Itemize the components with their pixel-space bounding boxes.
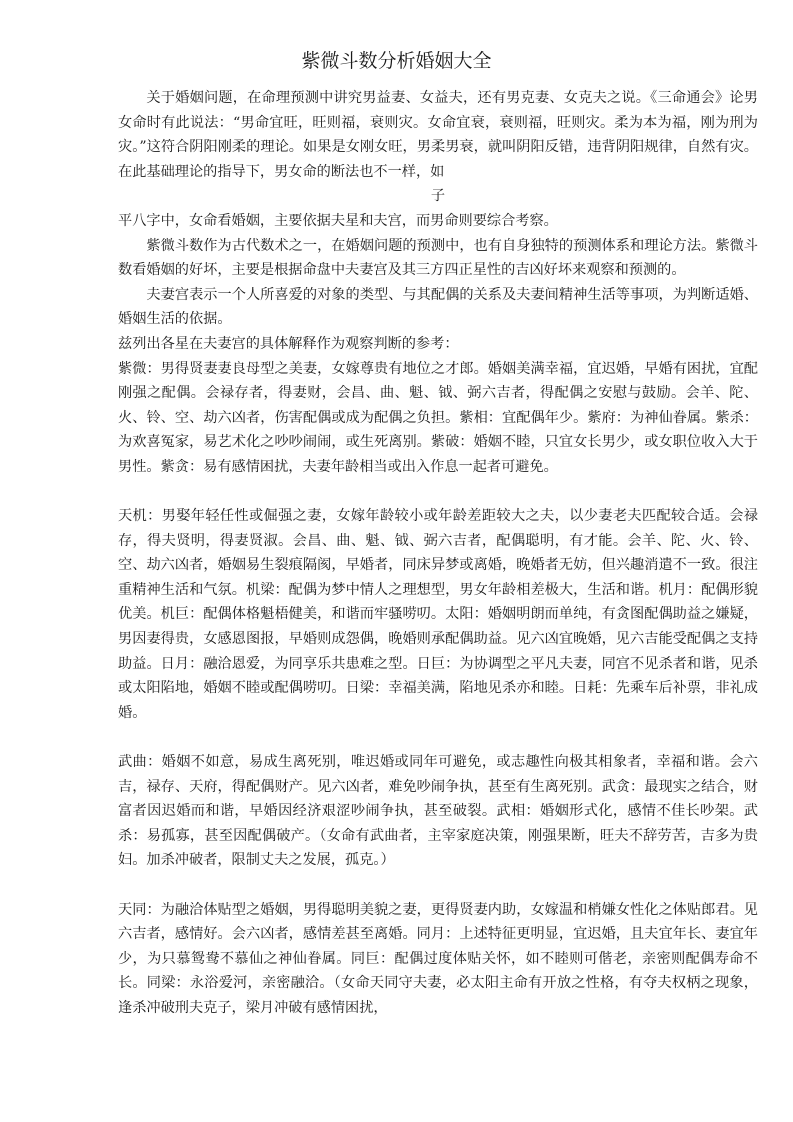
document-body <box>118 86 758 1021</box>
paragraph-wuqu: 武曲：婚姻不如意，易成生离死别，唯迟婚或同年可避免，或志趣性向极其相象者，幸福和谐。会六吉，禄存、天府，得配偶财产。见六凶者，难免吵闹争执，甚至有生离死别。武贪：最现实之结合，财富者因迟婚而和谐，早婚因经济艰涩吵闹争执，甚至破裂。武相：婚姻形式化，感情不佳长吵架。武杀：易孤寡，甚至因配偶破产。（女命有武曲者，主宰家庭决策，刚强果断，旺夫不辞劳苦，吉多为贵妇。加杀冲破者，限制丈夫之发展，孤克。） <box>118 754 758 869</box>
paragraph-intro-continued: 平八字中，女命看婚姻，主要依据夫星和夫宫，而男命则要综合考察。 <box>118 212 558 229</box>
paragraph-ziwei-method: 紫微斗数作为古代数术之一，在婚姻问题的预测中，也有自身独特的预测体系和理论方法。紫微斗数看婚姻的好坏，主要是根据命盘中夫妻宫及其三方四正星性的吉凶好坏来观察和预测的。 <box>118 237 758 279</box>
paragraph-intro: 关于婚姻问题，在命理预测中讲究男益妻、女益夫，还有男克妻、女克夫之说。《三命通会》论男女命时有此说法：“男命宜旺，旺则福，衰则灾。女命宜衰，衰则福，旺则灾。柔为本为福，刚为刑为灾。”这符合阴阳刚柔的理论。如果是女刚女旺，男柔男衰，就叫阴阳反错，违背阴阳规律，自然有灾。在此基础理论的指导下，男女命的断法也不一样，如 <box>118 90 758 180</box>
paragraph-tiantong: 天同：为融洽体贴型之婚姻，男得聪明美貌之妻，更得贤妻内助，女嫁温和梢嫌女性化之体贴郎君。见六吉者，感情好。会六凶者，感情差甚至离婚。同月：上述特征更明显，宜迟婚，且夫宜年长、妻宜年少，为只慕鸳鸯不慕仙之神仙眷属。同巨：配偶过度体贴关怀，如不睦则可偕老，亲密则配偶寿命不长。同梁：永浴爱河，亲密融洽。（女命天同守夫妻，必太阳主命有开放之性格，有夺夫权柄之现象，逢杀冲破刑夫克子，梁月冲破有感情困扰， <box>118 901 758 1016</box>
paragraph-fragment: 子 <box>430 188 446 205</box>
document-title: 紫微斗数分析婚姻大全 <box>301 50 492 72</box>
paragraph-reference-note: 兹列出各星在夫妻宫的具体解释作为观察判断的参考： <box>118 335 459 352</box>
paragraph-tianji: 天机：男娶年轻任性或倔强之妻，女嫁年龄较小或年龄差距较大之夫，以少妻老夫匹配较合适。会禄存，得夫贤明，得妻贤淑。会昌、曲、魁、钺、弼六吉者，配偶聪明，有才能。会羊、陀、火、铃、空、劫六凶者，婚姻易生裂痕隔阂，早婚者，同床异梦或离婚，晚婚者无妨，但兴趣消遣不一致。很注重精神生活和气氛。机梁：配偶为梦中情人之理想型，男女年龄相差极大，生活和谐。机月：配偶形貌优美。机巨：配偶体格魁梧健美，和谐而牢骚唠叨。太阳：婚姻明朗而单纯，有贪图配偶助益之嫌疑，男因妻得贵，女感恩图报，早婚则成怨偶，晚婚则承配偶助益。见六凶宜晚婚，见六吉能受配偶之支持助益。日月：融洽恩爱，为同享乐共患难之型。日巨：为协调型之平凡夫妻，同宫不见杀者和谐，见杀或太阳陷地，婚姻不睦或配偶唠叨。日梁：幸福美满，陷地见杀亦和睦。日耗：先乘车后补票，非礼成婚。 <box>118 508 758 721</box>
paragraph-spouse-palace: 夫妻宫表示一个人所喜爱的对象的类型、与其配偶的关系及夫妻间精神生活等事项，为判断适婚、婚姻生活的依据。 <box>118 286 758 328</box>
paragraph-ziwei: 紫微：男得贤妻妻良母型之美妻，女嫁尊贵有地位之才郎。婚姻美满幸福，宜迟婚，早婚有困扰，宜配刚强之配偶。会禄存者，得妻财，会昌、曲、魁、钺、弼六吉者，得配偶之安慰与鼓励。会羊、陀、火、铃、空、劫六凶者，伤害配偶或成为配偶之负担。紫相：宜配偶年少。紫府：为神仙眷属。紫杀：为欢喜冤家，易艺术化之吵吵闹闹，或生死离别。紫破：婚姻不睦，只宜女长男少，或女职位收入大于男性。紫贪：易有感情困扰，夫妻年龄相当或出入作息一起者可避免。 <box>118 360 758 475</box>
